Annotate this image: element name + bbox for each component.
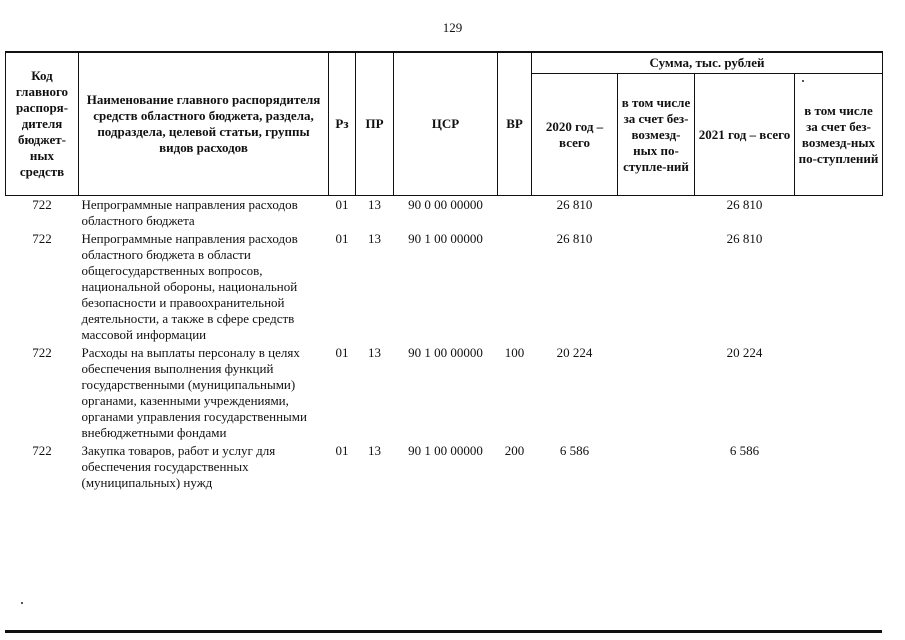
cell-name: Непрограммные направления расходов областного бюджета bbox=[81, 197, 298, 228]
budget-table bbox=[5, 51, 883, 492]
cell-gratis-2021 bbox=[795, 230, 883, 344]
cell-code: 722 bbox=[32, 443, 52, 458]
cell-csr: 90 0 00 00000 bbox=[408, 197, 483, 212]
cell-name: Расходы на выплаты персоналу в целях обеспечения выполнения функций государственными (муниципальными) органами, казенными учреждениями, органами управления государственными внебюджетными фондами bbox=[81, 345, 307, 440]
cell-gratis-2020 bbox=[618, 230, 695, 344]
cell-csr: 90 1 00 00000 bbox=[408, 231, 483, 246]
cell-csr: 90 1 00 00000 bbox=[408, 443, 483, 458]
cell-sum-2020: 20 224 bbox=[556, 345, 593, 360]
cell-rz: 01 bbox=[335, 197, 349, 212]
cell-code: 722 bbox=[32, 231, 52, 246]
header-code: Код главного распоря-дителя бюджет-ных средств bbox=[6, 52, 79, 196]
page-number: 129 bbox=[442, 20, 463, 35]
cell-sum-2021: 6 586 bbox=[729, 443, 760, 458]
table-header bbox=[6, 52, 883, 196]
header-vr: ВР bbox=[498, 52, 532, 196]
cell-rz: 01 bbox=[335, 231, 349, 246]
cell-vr: 100 bbox=[504, 345, 525, 360]
header-2021-gratis: в том числе за счет без-возмезд-ных по-ступлений bbox=[795, 74, 883, 196]
bottom-rule bbox=[5, 630, 882, 633]
table-row bbox=[6, 230, 883, 344]
cell-gratis-2020 bbox=[618, 344, 695, 442]
table-body bbox=[6, 196, 883, 493]
cell-pr: 13 bbox=[368, 231, 381, 246]
cell-csr: 90 1 00 00000 bbox=[408, 345, 483, 360]
cell-rz: 01 bbox=[335, 345, 349, 360]
header-2020-total: 2020 год – всего bbox=[532, 74, 618, 196]
header-2021-total: 2021 год – всего bbox=[695, 74, 795, 196]
cell-pr: 13 bbox=[368, 345, 381, 360]
cell-gratis-2021 bbox=[795, 196, 883, 231]
cell-name: Непрограммные направления расходов областного бюджета в области общегосударственных вопросов, национальной обороны, национальной безопасности и правоохранительной деятельности, а также в сфере средств массовой информации bbox=[81, 231, 298, 342]
cell-gratis-2020 bbox=[618, 196, 695, 231]
header-2020-gratis: в том числе за счет без-возмезд-ных по-ступле-ний bbox=[618, 74, 695, 196]
cell-code: 722 bbox=[32, 197, 52, 212]
header-sum-group: Сумма, тыс. рублей bbox=[532, 52, 883, 74]
table-row bbox=[6, 442, 883, 492]
header-rz: Рз bbox=[329, 52, 356, 196]
table-row bbox=[6, 344, 883, 442]
cell-pr: 13 bbox=[368, 197, 381, 212]
cell-gratis-2020 bbox=[618, 442, 695, 492]
cell-vr: 200 bbox=[504, 443, 525, 458]
cell-code: 722 bbox=[32, 345, 52, 360]
cell-sum-2020: 6 586 bbox=[559, 443, 590, 458]
cell-sum-2021: 26 810 bbox=[726, 197, 763, 212]
cell-gratis-2021 bbox=[795, 344, 883, 442]
header-name: Наименование главного распорядителя средств областного бюджета, раздела, подраздела, целевой статьи, группы видов расходов bbox=[79, 52, 329, 196]
cell-vr bbox=[498, 196, 532, 231]
cell-sum-2020: 26 810 bbox=[556, 231, 593, 246]
cell-vr bbox=[498, 230, 532, 344]
scan-speck bbox=[802, 80, 804, 82]
table-row bbox=[6, 196, 883, 231]
header-csr: ЦСР bbox=[394, 52, 498, 196]
cell-sum-2021: 26 810 bbox=[726, 231, 763, 246]
cell-pr: 13 bbox=[368, 443, 381, 458]
header-pr: ПР bbox=[356, 52, 394, 196]
cell-sum-2021: 20 224 bbox=[726, 345, 763, 360]
scan-speck bbox=[21, 602, 23, 604]
cell-name: Закупка товаров, работ и услуг для обеспечения государственных (муниципальных) нужд bbox=[81, 443, 276, 490]
cell-sum-2020: 26 810 bbox=[556, 197, 593, 212]
cell-rz: 01 bbox=[335, 443, 349, 458]
cell-gratis-2021 bbox=[795, 442, 883, 492]
